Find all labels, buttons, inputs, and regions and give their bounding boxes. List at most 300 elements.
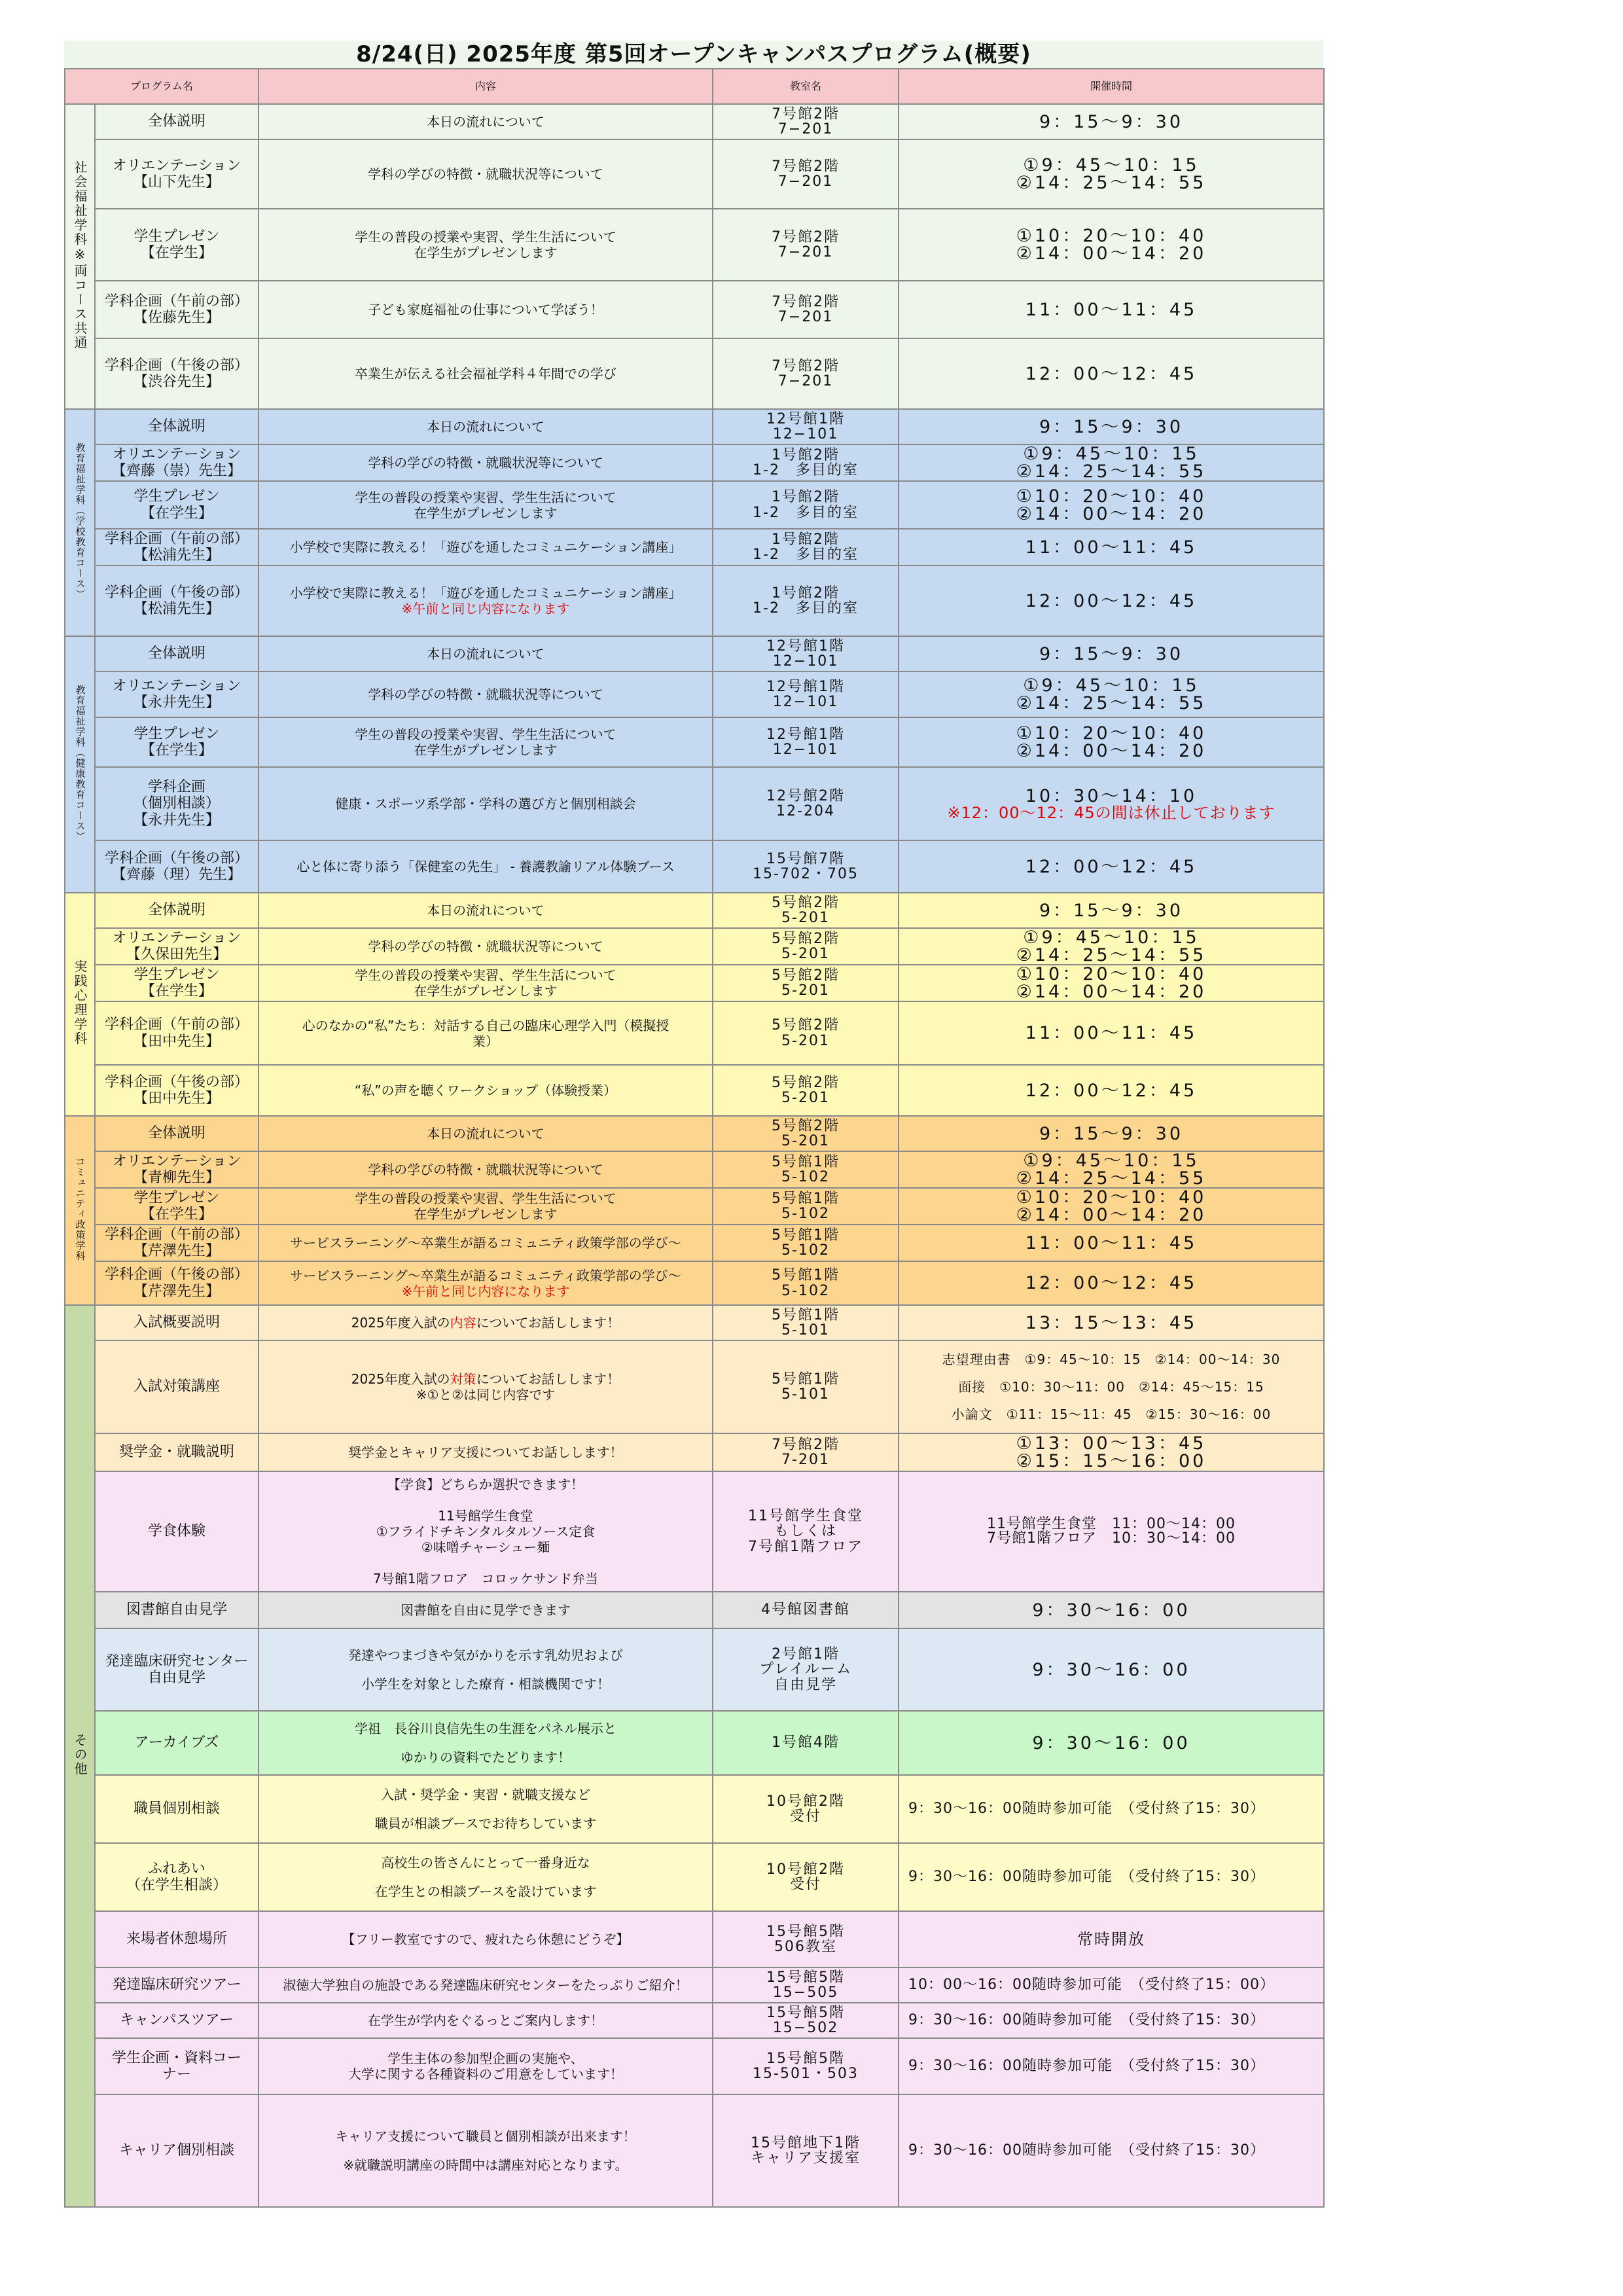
program-content-line: 在学生がプレゼンします: [414, 505, 558, 521]
program-name-line: 全体説明: [147, 645, 205, 662]
category-label: 実践心理学科: [72, 960, 88, 1046]
time-slot: [899, 928, 1324, 965]
program-content-line: 学生主体の参加型企画の実施や、: [387, 2051, 584, 2066]
program-content-line: 11号館学生食堂: [438, 1508, 533, 1524]
program-name: [95, 1116, 259, 1151]
program-name-line: 自由見学: [147, 1670, 205, 1686]
program-name: [95, 1225, 259, 1261]
program-name-line: 全体説明: [147, 902, 205, 919]
time-slot: [899, 965, 1324, 1001]
time-slot: [899, 893, 1324, 928]
program-name: [95, 529, 259, 565]
program-name: [95, 1261, 259, 1305]
content-note: ※①と②は同じ内容です: [416, 1387, 556, 1403]
program-name: [95, 1775, 259, 1843]
program-name: [95, 1188, 259, 1225]
program-row: [65, 2038, 1324, 2094]
room-name-line: 5号館1階: [772, 1267, 840, 1284]
program-content-line: 本日の流れについて: [427, 903, 544, 918]
program-name-line: 学食体験: [147, 1523, 205, 1540]
time-slot: [899, 767, 1324, 840]
room-name: [713, 104, 899, 139]
room-name-line: 5号館1階: [772, 1190, 840, 1207]
program-row: [65, 672, 1324, 717]
room-name-line: 12−101: [772, 742, 839, 758]
time-slot-line: ②14：00〜14：20: [1016, 982, 1207, 1001]
room-name: [713, 767, 899, 840]
program-row: [65, 767, 1324, 840]
program-name-line: オリエンテーション: [112, 157, 241, 174]
time-slot-line: 志望理由書 ①9：45〜10：15 ②14：00〜14：30: [942, 1352, 1281, 1367]
program-name-line: 【齊藤（崇）先生】: [111, 463, 241, 479]
room-name: [713, 1471, 899, 1592]
room-name-line: 15号館5階: [766, 1923, 845, 1940]
room-name-line: 7−201: [777, 173, 834, 190]
program-name-line: ふれあい: [147, 1860, 205, 1877]
category-label: 教育福祉学科（健康教育コース）: [74, 684, 86, 842]
program-name-line: 学科企画（午後の部）: [104, 850, 249, 867]
program-content-line: 学科の学びの特徴・就職状況等について: [368, 939, 603, 954]
time-slot: [899, 672, 1324, 717]
program-content: [259, 1911, 713, 1967]
time-slot: [899, 2038, 1324, 2094]
time-slot-line: ①10：20〜10：40: [1016, 486, 1207, 507]
category-label: 社会福祉学科※両コース共通: [72, 160, 88, 350]
program-name-line: 学科企画（午前の部）: [104, 1016, 249, 1033]
program-content-line: 在学生がプレゼンします: [414, 983, 558, 999]
time-slot-line: ②14：25〜14：55: [1016, 693, 1207, 713]
program-name-line: オリエンテーション: [112, 677, 241, 694]
room-name: [713, 1151, 899, 1188]
room-name-line: 7号館2階: [772, 293, 840, 310]
program-name-line: 学生プレゼン: [134, 725, 220, 742]
program-name-line: オリエンテーション: [112, 929, 241, 946]
room-name-line: 5-201: [781, 1090, 830, 1106]
program-content: [259, 636, 713, 672]
program-content-line: 子ども家庭福祉の仕事について学ぼう！: [368, 302, 603, 317]
time-slot: [899, 1592, 1324, 1628]
room-name: [713, 1967, 899, 2003]
program-name-line: キャンパスツアー: [120, 2012, 234, 2029]
program-content: [259, 281, 713, 338]
time-slot-line: 9：15〜9：30: [1039, 416, 1184, 437]
program-name: [95, 840, 259, 893]
room-name-line: 5号館1階: [772, 1371, 840, 1388]
program-name-line: 【田中先生】: [133, 1033, 220, 1050]
category-label-cell: [65, 409, 95, 636]
time-slot-line: 13：15〜13：45: [1025, 1312, 1198, 1333]
time-slot: [899, 104, 1324, 139]
time-slot-line: ②14：00〜14：20: [1016, 503, 1207, 524]
program-row: [65, 1065, 1324, 1116]
time-slot: [899, 2003, 1324, 2038]
program-content-line: 心と体に寄り添う「保健室の先生」 - 養護教諭リアル体験ブース: [296, 859, 675, 874]
room-name-line: 12−101: [772, 653, 839, 670]
time-slot: [899, 1433, 1324, 1471]
program-content-line: 本日の流れについて: [427, 1126, 544, 1141]
program-content: [259, 2003, 713, 2038]
program-name-line: 【永井先生】: [133, 694, 220, 711]
time-slot-line: 小論文 ①11：15〜11：45 ②15：30〜16：00: [951, 1407, 1272, 1422]
program-name-line: キャリア個別相談: [118, 2142, 234, 2159]
program-name: [95, 1592, 259, 1628]
time-slot-line: 9：30〜16：00随時参加可能 （受付終了15：30）: [908, 2142, 1265, 2159]
program-content-line: 健康・スポーツ系学部・学科の選び方と個別相談会: [335, 796, 636, 812]
program-row: [65, 1967, 1324, 2003]
program-row: [65, 1843, 1324, 1911]
room-name: [713, 1001, 899, 1065]
program-name: [95, 565, 259, 636]
program-row: [65, 2003, 1324, 2038]
program-content-line: 学生の普段の授業や実習、学生生活について: [355, 489, 616, 505]
program-content: [259, 1065, 713, 1116]
time-slot-line: 9：30〜16：00随時参加可能 （受付終了15：30）: [908, 2012, 1265, 2028]
program-content-line: 学生の普段の授業や実習、学生生活について: [355, 229, 616, 245]
program-name-line: 【在学生】: [140, 245, 213, 261]
program-content: [259, 717, 713, 767]
time-slot-line: ②14：25〜14：55: [1016, 945, 1207, 965]
time-slot: [899, 1151, 1324, 1188]
time-slot: [899, 2094, 1324, 2207]
program-name: [95, 281, 259, 338]
category-label-cell: [65, 1305, 95, 2207]
room-name-line: 12号館1階: [766, 637, 845, 655]
content-line: [264, 1371, 707, 1387]
program-row: [65, 139, 1324, 209]
content-note: ※午前と同じ内容になります: [401, 601, 570, 617]
category-label: その他: [72, 1732, 88, 1776]
program-content-line: 学祖 長谷川良信先生の生涯をパネル展示と: [355, 1721, 616, 1736]
time-slot-line: 11：00〜11：45: [1025, 537, 1198, 558]
program-content: [259, 1340, 713, 1433]
program-content-line: 奨学金とキャリア支援についてお話しします！: [348, 1444, 623, 1460]
time-slot: [899, 281, 1324, 338]
content-text: についてお話しします！: [476, 1371, 620, 1387]
time-slot-line: ②14：25〜14：55: [1016, 1168, 1207, 1188]
program-row: [65, 1116, 1324, 1151]
program-content: [259, 104, 713, 139]
program-content-line: 学生の普段の授業や実習、学生生活について: [355, 1191, 616, 1206]
room-name-line: 7号館2階: [772, 105, 840, 122]
room-name-line: 1号館2階: [772, 446, 840, 463]
program-content-line: 在学生がプレゼンします: [414, 245, 558, 260]
program-name: [95, 1340, 259, 1433]
program-row: [65, 1261, 1324, 1305]
program-content: [259, 1225, 713, 1261]
program-content-line: ゆかりの資料でたどります！: [401, 1749, 571, 1765]
program-name-line: 入試対策講座: [133, 1378, 220, 1395]
program-content-line: サービスラーニング〜卒業生が語るコミュニティ政策学部の学び〜: [290, 1235, 681, 1251]
room-name-line: 1-2 多目的室: [753, 547, 859, 563]
program-content: [259, 1628, 713, 1711]
program-name: [95, 444, 259, 481]
program-name-line: 【芹澤先生】: [133, 1283, 220, 1300]
time-slot-line: 11：00〜11：45: [1025, 299, 1198, 320]
time-slot-line: ②14：25〜14：55: [1016, 173, 1207, 193]
program-content: [259, 1471, 713, 1592]
program-name-line: 学生企画・資料コー: [111, 2049, 241, 2066]
program-name-line: 【在学生】: [140, 983, 213, 999]
time-slot-line: ②14：00〜14：20: [1016, 741, 1207, 761]
time-slot-line: 12：00〜12：45: [1025, 590, 1198, 611]
program-name: [95, 928, 259, 965]
program-content: [259, 672, 713, 717]
program-name-line: 【渋谷先生】: [133, 374, 220, 390]
program-name: [95, 1471, 259, 1592]
program-name-line: 【松浦先生】: [133, 601, 220, 617]
room-name-line: 5-101: [781, 1386, 830, 1403]
program-name: [95, 1065, 259, 1116]
program-content: [259, 409, 713, 444]
time-slot-line: 9：30〜16：00随時参加可能 （受付終了15：30）: [908, 1801, 1265, 1817]
room-name: [713, 636, 899, 672]
room-name-line: 7号館1階フロア: [748, 1538, 863, 1555]
program-name: [95, 717, 259, 767]
program-name: [95, 1305, 259, 1340]
room-name: [713, 2038, 899, 2094]
time-slot-line: 9：15〜9：30: [1039, 111, 1184, 132]
content-text: 2025年度入試の: [351, 1315, 450, 1331]
program-row: [65, 1628, 1324, 1711]
room-name-line: 7号館2階: [772, 158, 840, 175]
program-content-line: 学科の学びの特徴・就職状況等について: [368, 687, 603, 702]
room-name: [713, 1843, 899, 1911]
room-name: [713, 1433, 899, 1471]
room-name: [713, 1225, 899, 1261]
program-content-line: ※就職説明講座の時間中は講座対応となります。: [343, 2157, 628, 2173]
room-name: [713, 672, 899, 717]
program-content-line: 7号館1階フロア コロッケサンド弁当: [372, 1571, 599, 1587]
room-name-line: 12号館1階: [766, 726, 845, 743]
time-slot-line: ①13：00〜13：45: [1016, 1433, 1207, 1454]
program-row: [65, 1001, 1324, 1065]
room-name-line: 受付: [789, 1808, 821, 1825]
room-name-line: 1号館2階: [772, 489, 840, 506]
program-name-line: （在学生相談）: [126, 1877, 227, 1893]
room-name-line: 5号館2階: [772, 1117, 840, 1134]
program-row: [65, 1340, 1324, 1433]
program-content: [259, 1261, 713, 1305]
header-content: 内容: [259, 69, 713, 104]
program-name-line: 【永井先生】: [133, 812, 220, 829]
program-name-line: （個別相談）: [133, 795, 220, 812]
room-name: [713, 409, 899, 444]
time-note: ※12：00〜12：45の間は休止しております: [947, 803, 1275, 822]
header-time: 開催時間: [899, 69, 1324, 104]
program-name-line: 奨学金・就職説明: [118, 1444, 234, 1461]
room-name-line: 5号館1階: [772, 1306, 840, 1323]
program-content: [259, 565, 713, 636]
program-content-line: 図書館を自由に見学できます: [401, 1602, 571, 1618]
room-name-line: 15号館5階: [766, 1969, 845, 1986]
program-name: [95, 1628, 259, 1711]
room-name-line: 5号館2階: [772, 1074, 840, 1091]
time-slot: [899, 209, 1324, 281]
room-name: [713, 281, 899, 338]
time-slot: [899, 840, 1324, 893]
time-slot: [899, 717, 1324, 767]
category-label-cell: [65, 893, 95, 1116]
room-name: [713, 529, 899, 565]
program-row: [65, 2094, 1324, 2207]
time-slot-line: 9：30〜16：00: [1032, 1732, 1190, 1753]
time-slot: [899, 444, 1324, 481]
room-name-line: 7-201: [781, 1452, 830, 1468]
program-content-line: 在学生が学内をぐるっとご案内します！: [368, 2013, 603, 2028]
room-name-line: キャリア支援室: [750, 2150, 861, 2166]
program-name-line: 学科企画（午前の部）: [104, 1226, 249, 1243]
room-name-line: 15号館5階: [766, 2050, 845, 2067]
program-name-line: 【久保田先生】: [126, 946, 227, 963]
room-name-line: 5号館2階: [772, 967, 840, 984]
time-slot-line: ①10：20〜10：40: [1016, 226, 1207, 246]
program-name-line: 学生プレゼン: [134, 228, 220, 245]
program-content: [259, 2038, 713, 2094]
program-name-line: 【芹澤先生】: [133, 1243, 220, 1259]
program-name: [95, 672, 259, 717]
room-name-line: 15号館5階: [766, 2004, 845, 2021]
program-content-line: 本日の流れについて: [427, 419, 544, 435]
program-name: [95, 2003, 259, 2038]
program-name: [95, 1911, 259, 1967]
header-program: プログラム名: [65, 69, 259, 104]
program-name-line: アーカイブズ: [134, 1734, 219, 1751]
room-name-line: 5-201: [781, 982, 830, 999]
program-name-line: 【佐藤先生】: [133, 310, 220, 326]
time-slot: [899, 1911, 1324, 1967]
time-slot-line: 12：00〜12：45: [1025, 1273, 1198, 1293]
time-slot: [899, 338, 1324, 409]
room-name-line: 12-204: [776, 803, 835, 819]
program-content-line: “私”の声を聴くワークショップ（体験授業）: [354, 1083, 617, 1098]
content-highlight: 対策: [450, 1371, 476, 1387]
room-name: [713, 209, 899, 281]
time-slot-line: 11：00〜11：45: [1025, 1232, 1198, 1253]
time-slot: [899, 1711, 1324, 1775]
program-content-line: 学科の学びの特徴・就職状況等について: [368, 1162, 603, 1177]
program-content: [259, 928, 713, 965]
program-row: [65, 409, 1324, 444]
time-slot-line: 9：30〜16：00: [1032, 1659, 1190, 1680]
program-name-line: 図書館自由見学: [126, 1602, 227, 1619]
program-row: [65, 1911, 1324, 1967]
time-slot-line: 9：15〜9：30: [1039, 1123, 1184, 1144]
room-name: [713, 1305, 899, 1340]
program-name: [95, 338, 259, 409]
room-name-line: 7−201: [777, 244, 834, 260]
room-name-line: 11号館学生食堂: [748, 1508, 863, 1525]
content-text: 2025年度入試の: [351, 1371, 450, 1387]
category-label: コミュニティ政策学科: [74, 1157, 86, 1261]
room-name-line: 5号館2階: [772, 894, 840, 911]
program-row: [65, 893, 1324, 928]
program-name-line: 発達臨床研究センター: [105, 1653, 249, 1670]
room-name-line: 506教室: [774, 1939, 837, 1955]
program-name-line: 学科企画（午後の部）: [104, 1073, 249, 1090]
program-content: [259, 1775, 713, 1843]
time-slot-line: 面接 ①10：30〜11：00 ②14：45〜15：15: [958, 1379, 1264, 1395]
room-name-line: 5号館2階: [772, 1017, 840, 1034]
time-slot: [899, 1775, 1324, 1843]
program-name: [95, 409, 259, 444]
program-content: [259, 481, 713, 529]
time-slot-line: 9：30〜16：00随時参加可能 （受付終了15：30）: [908, 1869, 1265, 1885]
program-content-line: 大学に関する各種資料のご用意をしています！: [348, 2066, 623, 2082]
time-slot: [899, 565, 1324, 636]
room-name-line: 7−201: [777, 309, 834, 325]
program-content-line: [264, 1492, 707, 1508]
program-content: [259, 1967, 713, 2003]
program-row: [65, 209, 1324, 281]
program-name-line: 学生プレゼン: [134, 966, 220, 983]
program-name-line: 全体説明: [147, 1125, 205, 1142]
room-name-line: 15-702・705: [753, 866, 859, 882]
time-slot-line: ①9：45〜10：15: [1023, 675, 1200, 696]
program-row: [65, 1471, 1324, 1592]
room-name-line: 1号館2階: [772, 584, 840, 601]
time-slot: [899, 1628, 1324, 1711]
program-content-line: 在学生との相談ブースを設けています: [374, 1884, 597, 1899]
program-name-line: 【山下先生】: [133, 174, 220, 190]
room-name-line: 5号館2階: [772, 930, 840, 947]
program-name-line: 学科企画（午後の部）: [104, 1266, 249, 1283]
program-name-line: 学科企画（午後の部）: [104, 584, 249, 601]
program-content-line: 小学校で実際に教える！「遊びを通したコミュニケーション講座」: [289, 585, 682, 601]
time-slot: [899, 529, 1324, 565]
program-name: [95, 2094, 259, 2207]
program-content-line: 高校生の皆さんにとって一番身近な: [381, 1855, 590, 1871]
program-content: [259, 893, 713, 928]
program-content: [259, 1151, 713, 1188]
program-name-line: 発達臨床研究ツアー: [112, 1977, 241, 1994]
program-row: [65, 281, 1324, 338]
room-name: [713, 1911, 899, 1967]
program-content-line: 在学生がプレゼンします: [414, 742, 558, 758]
room-name-line: 5-201: [781, 946, 830, 962]
program-content-line: 小学生を対象とした療育・相談機関です！: [361, 1676, 610, 1692]
program-content: [259, 209, 713, 281]
program-name-line: 全体説明: [147, 418, 205, 435]
program-row: [65, 1305, 1324, 1340]
program-name-line: 学科企画: [147, 779, 205, 796]
time-slot-line: ②14：25〜14：55: [1016, 461, 1207, 481]
program-row: [65, 717, 1324, 767]
program-name: [95, 104, 259, 139]
room-name-line: 自由見学: [774, 1676, 837, 1693]
program-name-line: 学科企画（午前の部）: [104, 530, 249, 547]
room-name-line: 1-2 多目的室: [753, 462, 859, 478]
time-slot: [899, 481, 1324, 529]
room-name-line: 5-201: [781, 1133, 830, 1149]
room-name-line: 15−502: [772, 2020, 839, 2036]
program-name: [95, 1843, 259, 1911]
program-name: [95, 1433, 259, 1471]
time-slot: [899, 1305, 1324, 1340]
program-content-line: 学科の学びの特徴・就職状況等について: [368, 455, 603, 471]
room-name-line: 5-201: [781, 910, 830, 926]
room-name: [713, 444, 899, 481]
room-name-line: 15号館7階: [766, 850, 845, 867]
program-name: [95, 139, 259, 209]
room-name-line: プレイルーム: [758, 1661, 853, 1678]
program-row: [65, 565, 1324, 636]
program-content-line: 心のなかの“私”たち：対話する自己の臨床心理学入門（模擬授: [302, 1017, 669, 1033]
program-name-line: 【松浦先生】: [133, 547, 220, 564]
program-content: [259, 1116, 713, 1151]
program-name: [95, 1151, 259, 1188]
room-name: [713, 1711, 899, 1775]
content-highlight: 内容: [450, 1315, 476, 1331]
